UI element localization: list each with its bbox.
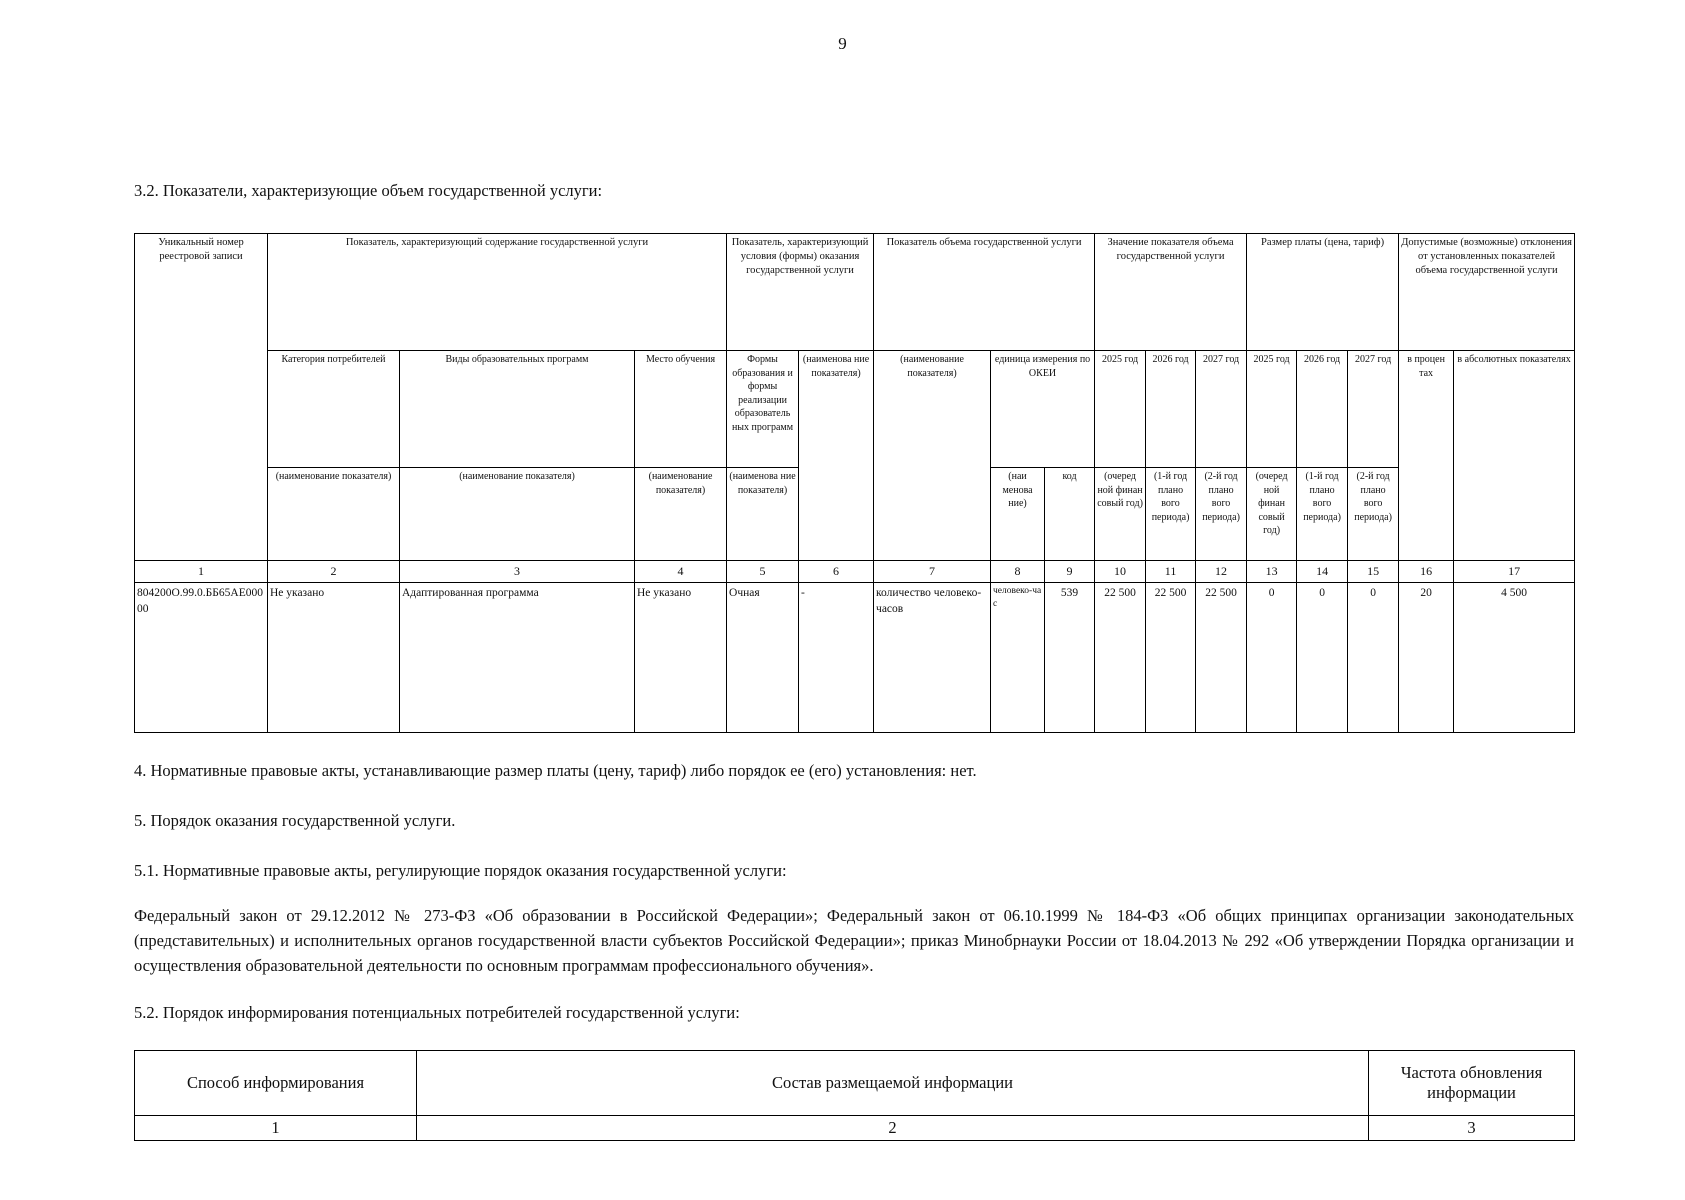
header-value-2027: 2027 год [1196, 351, 1247, 468]
subheader-name-col2: (наименование показателя) [268, 468, 400, 561]
cell-study-place: Не указано [635, 583, 727, 733]
subheader-name-col3: (наименование показателя) [400, 468, 635, 561]
subheader-unit-name: (наи менова ние) [991, 468, 1045, 561]
subheader-name-col4: (наименование показателя) [635, 468, 727, 561]
subheader-first-plan-year: (1-й год плано вого периода) [1146, 468, 1196, 561]
header-volume-indicator: Показатель объема государственной услуги [874, 234, 1095, 351]
cell-col6: - [799, 583, 874, 733]
section-5-2-heading: 5.2. Порядок информирования потенциальных потребителей государственной услуги: [134, 1003, 740, 1022]
cell-indicator-name: количество человеко-часов [874, 583, 991, 733]
column-number: 1 [135, 561, 268, 583]
subheader-name-col5: (наименова ние показателя) [727, 468, 799, 561]
column-number: 9 [1045, 561, 1095, 583]
column-number: 10 [1095, 561, 1146, 583]
column-number: 12 [1196, 561, 1247, 583]
column-number: 14 [1297, 561, 1348, 583]
column-number: 16 [1399, 561, 1454, 583]
column-number: 7 [874, 561, 991, 583]
column-number: 3 [1369, 1116, 1575, 1141]
header-indicator-value: Значение показателя объема государственной услуги [1095, 234, 1247, 351]
column-number: 6 [799, 561, 874, 583]
column-number: 15 [1348, 561, 1399, 583]
cell-deviation-absolute: 4 500 [1454, 583, 1575, 733]
section-5-1-text: Федеральный закон от 29.12.2012 № 273-ФЗ «Об образовании в Российской Федерации»; Федеральный закон от 06.10.1999 № 184-ФЗ «Об общих принципах организации законодательных (представительных) и исполнительных органов государственной власти субъектов Российской Федерации»; приказ Минобрнауки России от 18.04.2013 № 292 «Об утверждении Порядка организации и осуществления образовательной деятельности по основным программам профессионального обучения». [134, 906, 1574, 975]
header-fee: Размер платы (цена, тариф) [1247, 234, 1399, 351]
cell-value-2027: 22 500 [1196, 583, 1247, 733]
header-fee-2027: 2027 год [1348, 351, 1399, 468]
header-service-conditions: Показатель, характеризующий условия (формы) оказания государственной услуги [727, 234, 874, 351]
cell-value-2025: 22 500 [1095, 583, 1146, 733]
header-value-2026: 2026 год [1146, 351, 1196, 468]
header-study-place: Место обучения [635, 351, 727, 468]
column-number: 5 [727, 561, 799, 583]
section-3-2-heading: 3.2. Показатели, характеризующие объем государственной услуги: [134, 181, 603, 200]
volume-indicators-table [134, 233, 1575, 733]
header-deviation-percent: в процен тах [1399, 351, 1454, 561]
column-number: 2 [268, 561, 400, 583]
page-number: 9 [838, 34, 847, 53]
header-registry-number: Уникальный номер реестровой записи [135, 234, 268, 561]
cell-unit-name: человеко-час [991, 583, 1045, 733]
cell-consumer-category: Не указано [268, 583, 400, 733]
header-value-2025: 2025 год [1095, 351, 1146, 468]
column-number: 3 [400, 561, 635, 583]
header-fee-2025: 2025 год [1247, 351, 1297, 468]
column-number: 17 [1454, 561, 1575, 583]
column-number: 4 [635, 561, 727, 583]
subheader-code: код [1045, 468, 1095, 561]
header-unit-okei: единица измерения по ОКЕИ [991, 351, 1095, 468]
header-update-frequency: Частота обновления информации [1369, 1051, 1575, 1116]
header-indicator-name-col7: (наименование показателя) [874, 351, 991, 561]
subheader-fee-second-plan-year: (2-й год плано вого периода) [1348, 468, 1399, 561]
cell-program-type: Адаптированная программа [400, 583, 635, 733]
cell-registry-number: 804200О.99.0.ББ65АЕ00000 [135, 583, 268, 733]
header-deviation-absolute: в абсолютных показателях [1454, 351, 1575, 561]
cell-fee-2027: 0 [1348, 583, 1399, 733]
header-indicator-name-col6: (наименова ние показателя) [799, 351, 874, 561]
column-number: 2 [417, 1116, 1369, 1141]
subheader-second-plan-year: (2-й год плано вого периода) [1196, 468, 1247, 561]
subheader-fee-current-year: (очеред ной финан совый год) [1247, 468, 1297, 561]
cell-fee-2026: 0 [1297, 583, 1348, 733]
cell-education-form: Очная [727, 583, 799, 733]
section-5-1-heading: 5.1. Нормативные правовые акты, регулирующие порядок оказания государственной услуги: [134, 861, 787, 880]
cell-unit-code: 539 [1045, 583, 1095, 733]
header-consumer-category: Категория потребителей [268, 351, 400, 468]
cell-deviation-percent: 20 [1399, 583, 1454, 733]
cell-fee-2025: 0 [1247, 583, 1297, 733]
column-number: 8 [991, 561, 1045, 583]
header-education-forms: Формы образования и формы реализации образователь ных программ [727, 351, 799, 468]
header-information-content: Состав размещаемой информации [417, 1051, 1369, 1116]
header-fee-2026: 2026 год [1297, 351, 1348, 468]
header-program-types: Виды образовательных программ [400, 351, 635, 468]
subheader-current-year: (очеред ной финан совый год) [1095, 468, 1146, 561]
header-informing-method: Способ информирования [135, 1051, 417, 1116]
header-deviation: Допустимые (возможные) отклонения от установленных показателей объема государственной услуги [1399, 234, 1575, 351]
section-4-heading: 4. Нормативные правовые акты, устанавливающие размер платы (цену, тариф) либо порядок ее (его) установления: нет. [134, 761, 977, 780]
informing-table [134, 1050, 1575, 1141]
subheader-fee-first-plan-year: (1-й год плано вого периода) [1297, 468, 1348, 561]
section-5-heading: 5. Порядок оказания государственной услуги. [134, 811, 456, 830]
column-number: 13 [1247, 561, 1297, 583]
column-number: 11 [1146, 561, 1196, 583]
cell-value-2026: 22 500 [1146, 583, 1196, 733]
header-service-content: Показатель, характеризующий содержание государственной услуги [268, 234, 727, 351]
column-number: 1 [135, 1116, 417, 1141]
